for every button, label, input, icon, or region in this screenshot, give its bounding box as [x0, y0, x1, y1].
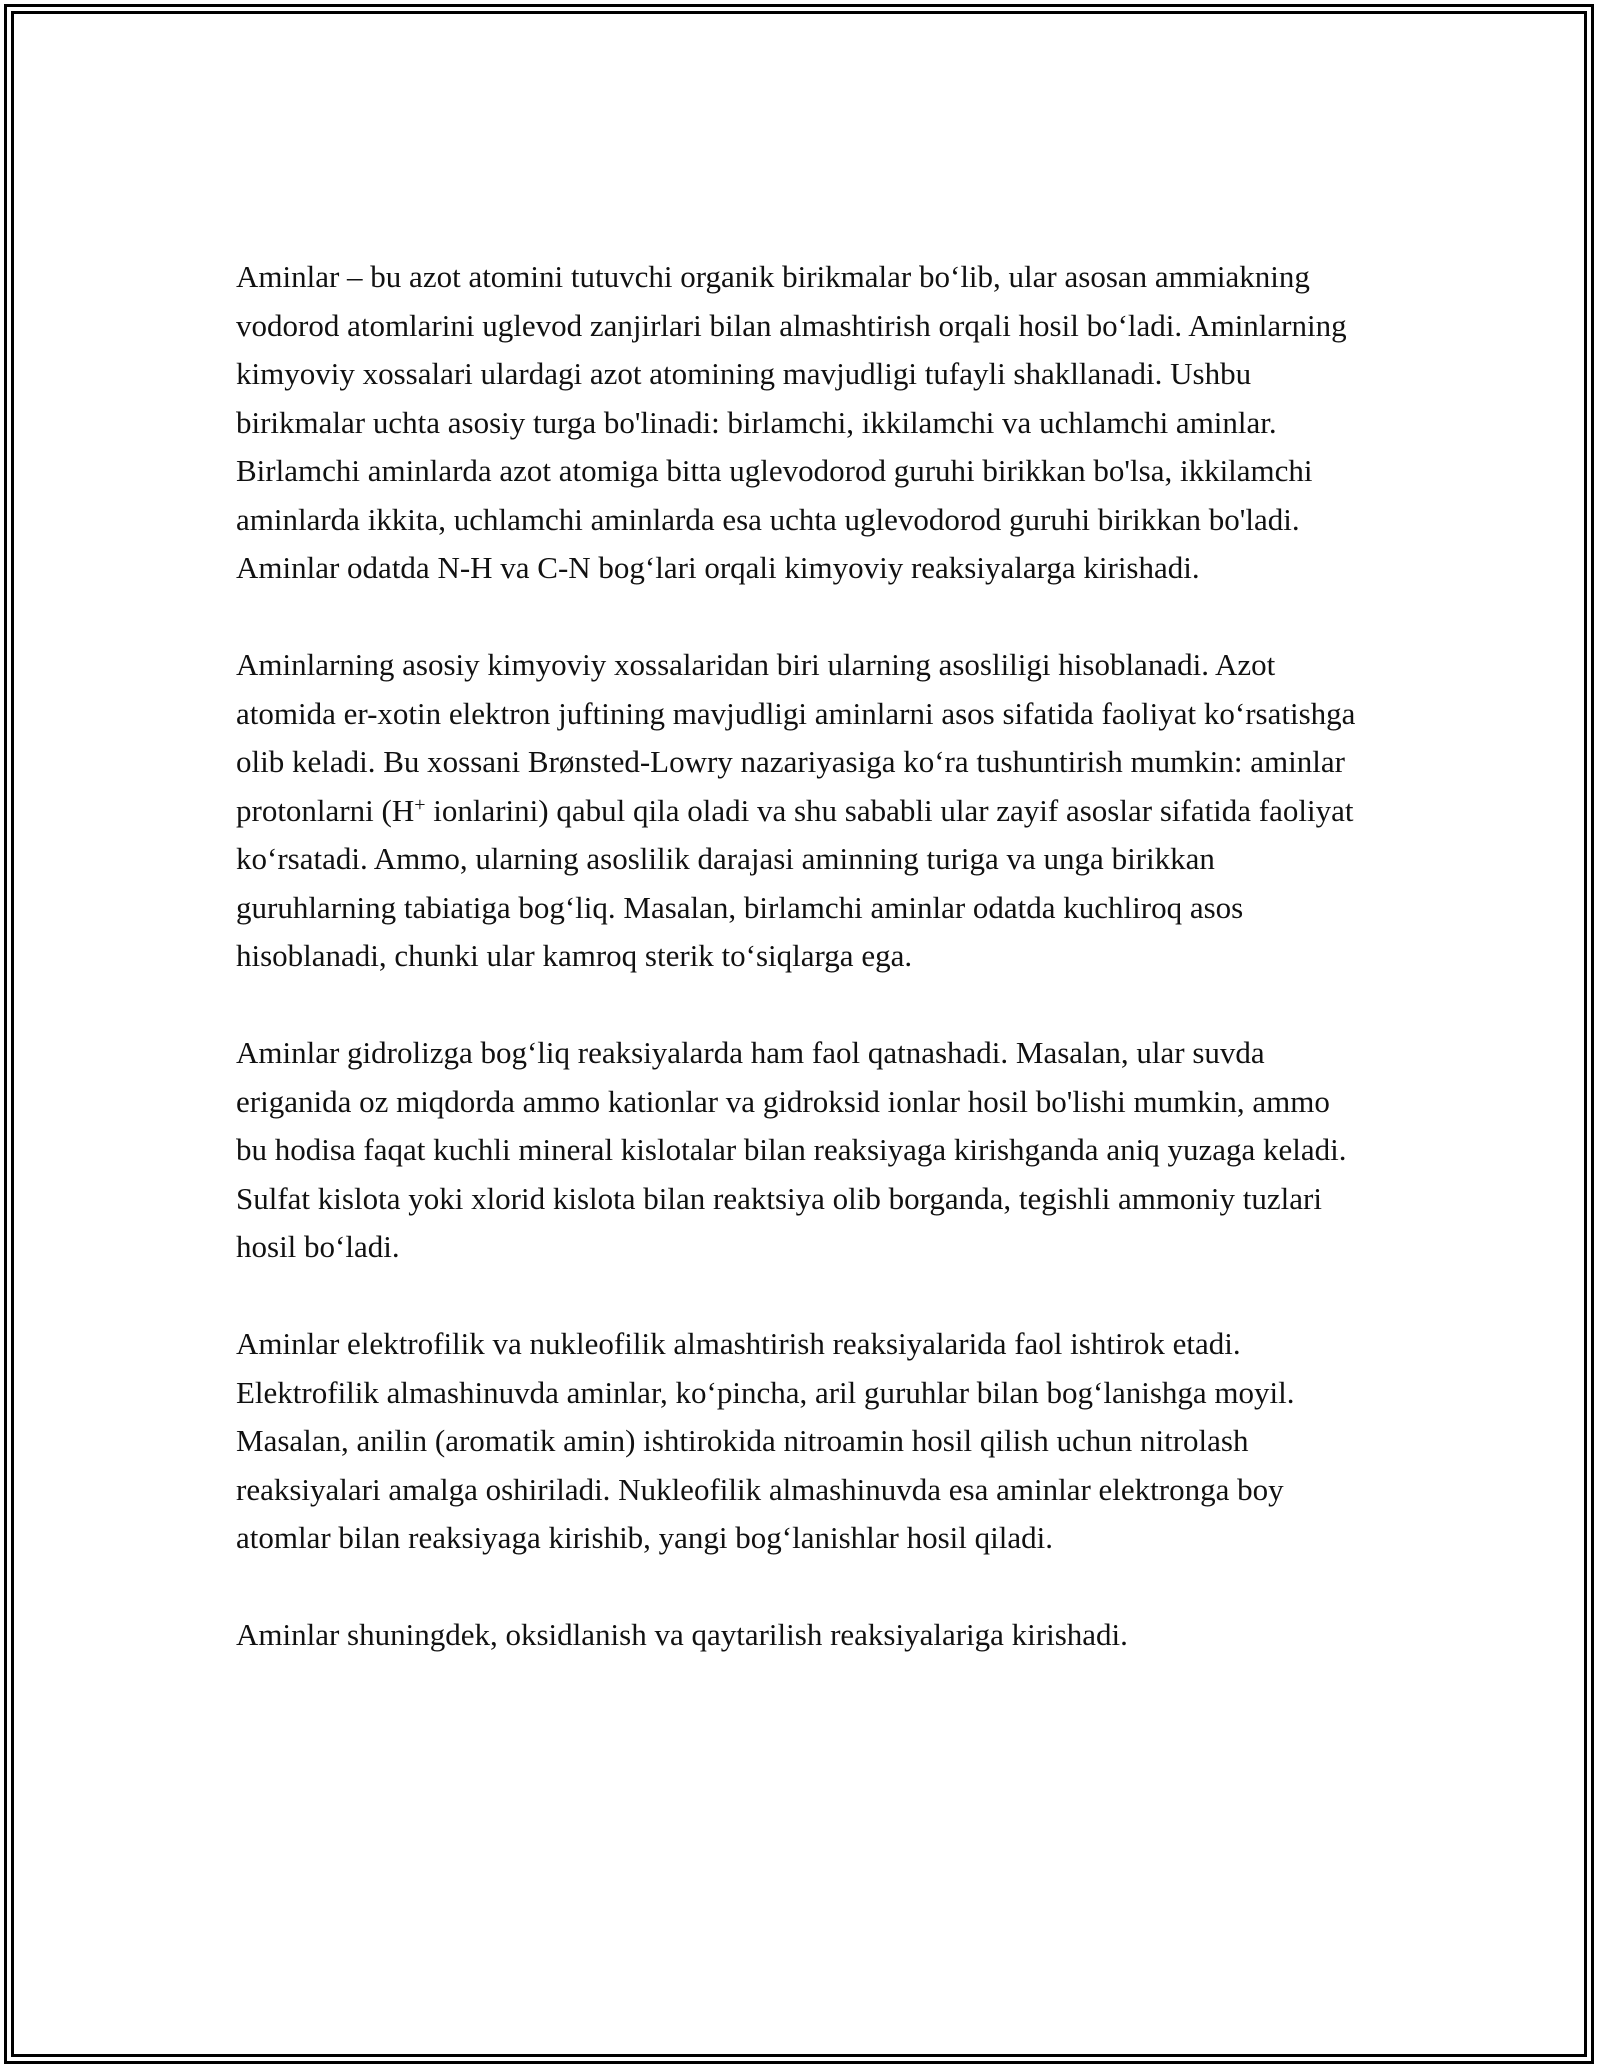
paragraph-4: Aminlar elektrofilik va nukleofilik almashtirish reaksiyalarida faol ishtirok etadi. Elektrofilik almashinuvda aminlar, ko‘pincha, aril guruhlar bilan bog‘lanishga moyil. Masalan, anilin (aromatik amin) ishtirokida nitroamin hosil qilish uchun nitrolash reaksiyalari amalga oshiriladi. Nukleofilik almashinuvda esa aminlar elektronga boy atomlar bilan reaksiyaga kirishib, yangi bog‘lanishlar hosil qiladi. — [236, 1326, 1295, 1555]
paragraph-2-text-after: ionlarini) qabul qila oladi va shu sababli ular zayif asoslar sifatida faoliyat ko‘rsatadi. Ammo, ularning asoslilik darajasi aminning turiga va unga birikkan guruhlarning tabiatiga bog‘liq. Masalan, birlamchi aminlar odatda kuchliroq asos hisoblanadi, chunki ular kamroq sterik to‘siqlarga ega. — [236, 792, 1354, 973]
document-body — [236, 253, 1366, 1660]
paragraph-2-text-before: Aminlarning asosiy kimyoviy xossalaridan biri ularning asosliligi hisoblanadi. Azot atomida er-xotin elektron juftining mavjudligi aminlarni asos sifatida faoliyat ko‘rsatishga olib keladi. Bu xossani Brønsted-Lowry nazariyasiga ko‘ra tushuntirish mumkin: aminlar protonlarni (H — [236, 647, 1356, 828]
paragraph-2 — [236, 641, 1366, 981]
paragraph-5: Aminlar shuningdek, oksidlanish va qaytarilish reaksiyalariga kirishadi. — [236, 1617, 1128, 1652]
proton-charge-superscript: + — [414, 793, 426, 816]
paragraph-3: Aminlar gidrolizga bog‘liq reaksiyalarda ham faol qatnashadi. Masalan, ular suvda eriganida oz miqdorda ammo kationlar va gidroksid ionlar hosil bo'lishi mumkin, ammo bu hodisa faqat kuchli mineral kislotalar bilan reaksiyaga kirishganda aniq yuzaga keladi. Sulfat kislota yoki xlorid kislota bilan reaktsiya olib borganda, tegishli ammoniy tuzlari hosil bo‘ladi. — [236, 1035, 1347, 1264]
paragraph-1: Aminlar – bu azot atomini tutuvchi organik birikmalar bo‘lib, ular asosan ammiakning vodorod atomlarini uglevod zanjirlari bilan almashtirish orqali hosil bo‘ladi. Aminlarning kimyoviy xossalari ulardagi azot atomining mavjudligi tufayli shakllanadi. Ushbu birikmalar uchta asosiy turga bo'linadi: birlamchi, ikkilamchi va uchlamchi aminlar. Birlamchi aminlarda azot atomiga bitta uglevodorod guruhi birikkan bo'lsa, ikkilamchi aminlarda ikkita, uchlamchi aminlarda esa uchta uglevodorod guruhi birikkan bo'ladi. Aminlar odatda N-H va C-N bog‘lari orqali kimyoviy reaksiyalarga kirishadi. — [236, 259, 1347, 585]
